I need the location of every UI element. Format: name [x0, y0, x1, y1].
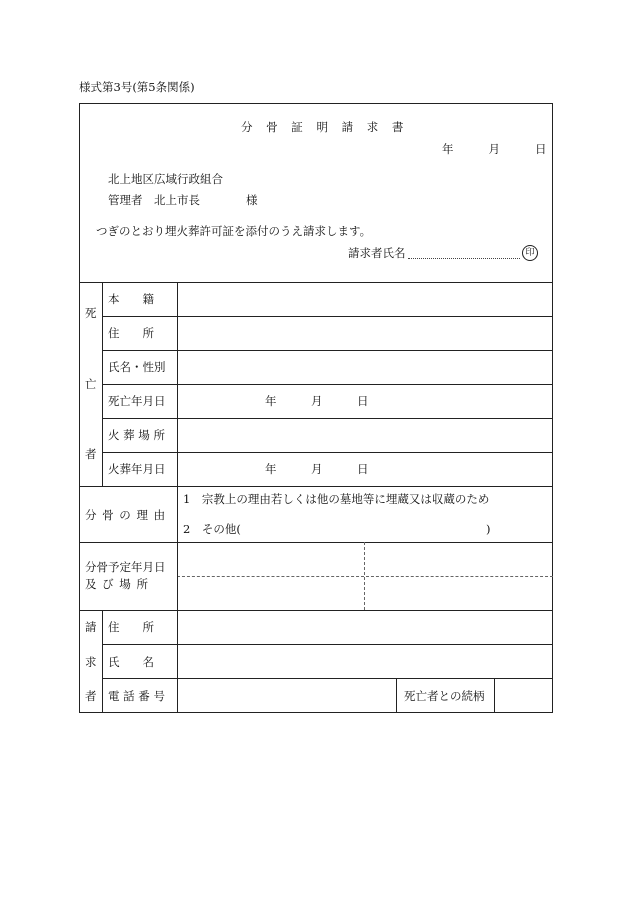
divider	[79, 486, 553, 487]
requester-name-row-label: 氏 名	[108, 655, 154, 669]
requester-group-char: 求	[85, 655, 97, 669]
death-date-field[interactable]: 年 月 日	[265, 394, 369, 408]
schedule-label-line2: 及 び 場 所	[85, 577, 149, 591]
schedule-place-field-1[interactable]	[365, 543, 552, 576]
requester-phone-label: 電 話 番 号	[108, 689, 165, 703]
requester-address-field[interactable]	[178, 611, 552, 644]
honseki-field[interactable]	[178, 283, 552, 316]
schedule-date-field-1[interactable]	[178, 543, 364, 576]
divider	[396, 678, 397, 712]
reason-option-2-close: )	[486, 522, 491, 536]
divider	[102, 452, 553, 453]
reason-label: 分 骨 の 理 由	[85, 508, 167, 522]
divider	[102, 610, 103, 712]
schedule-place-field-2[interactable]	[365, 577, 552, 610]
requester-name-label: 請求者氏名	[348, 246, 406, 260]
row-label-death-date: 死亡年月日	[108, 394, 166, 408]
divider	[102, 282, 103, 486]
seal-icon: 印	[522, 245, 538, 261]
reason-option-2[interactable]: 2 その他(	[183, 522, 241, 536]
divider	[102, 384, 553, 385]
requester-group-char: 者	[85, 689, 97, 703]
relation-field[interactable]	[495, 679, 552, 712]
requester-name-row-field[interactable]	[178, 645, 552, 678]
requester-address-label: 住 所	[108, 620, 154, 634]
deceased-group-char: 者	[85, 447, 97, 461]
relation-label: 死亡者との続柄	[404, 689, 485, 703]
requester-phone-field[interactable]	[178, 679, 395, 712]
row-label-honseki: 本 籍	[108, 292, 154, 306]
schedule-date-field-2[interactable]	[178, 577, 364, 610]
addressee-org: 北上地区広域行政組合	[108, 172, 223, 186]
row-label-cremation-date: 火葬年月日	[108, 462, 166, 476]
requester-group-char: 請	[85, 620, 97, 634]
form-title: 分 骨 証 明 請 求 書	[241, 120, 409, 134]
row-label-cremation-place: 火 葬 場 所	[108, 428, 165, 442]
deceased-group-char: 亡	[85, 377, 97, 391]
schedule-label-line1: 分骨予定年月日	[85, 560, 166, 574]
requester-name-field[interactable]	[408, 258, 520, 259]
address-field[interactable]	[178, 317, 552, 350]
deceased-group-char: 死	[85, 306, 97, 320]
date-line: 年 月 日	[442, 142, 551, 156]
cremation-place-field[interactable]	[178, 419, 552, 452]
request-body-text: つぎのとおり埋火葬許可証を添付のうえ請求します。	[96, 224, 372, 238]
row-label-address: 住 所	[108, 326, 154, 340]
cremation-date-field[interactable]: 年 月 日	[265, 462, 369, 476]
addressee-admin: 管理者 北上市長 様	[108, 193, 258, 207]
name-sex-field[interactable]	[178, 351, 552, 384]
reason-option-1[interactable]: 1 宗教上の理由若しくは他の墓地等に埋蔵又は収蔵のため	[183, 492, 490, 506]
form-number: 様式第3号(第5条関係)	[79, 80, 195, 94]
row-label-name-sex: 氏名・性別	[108, 360, 166, 374]
